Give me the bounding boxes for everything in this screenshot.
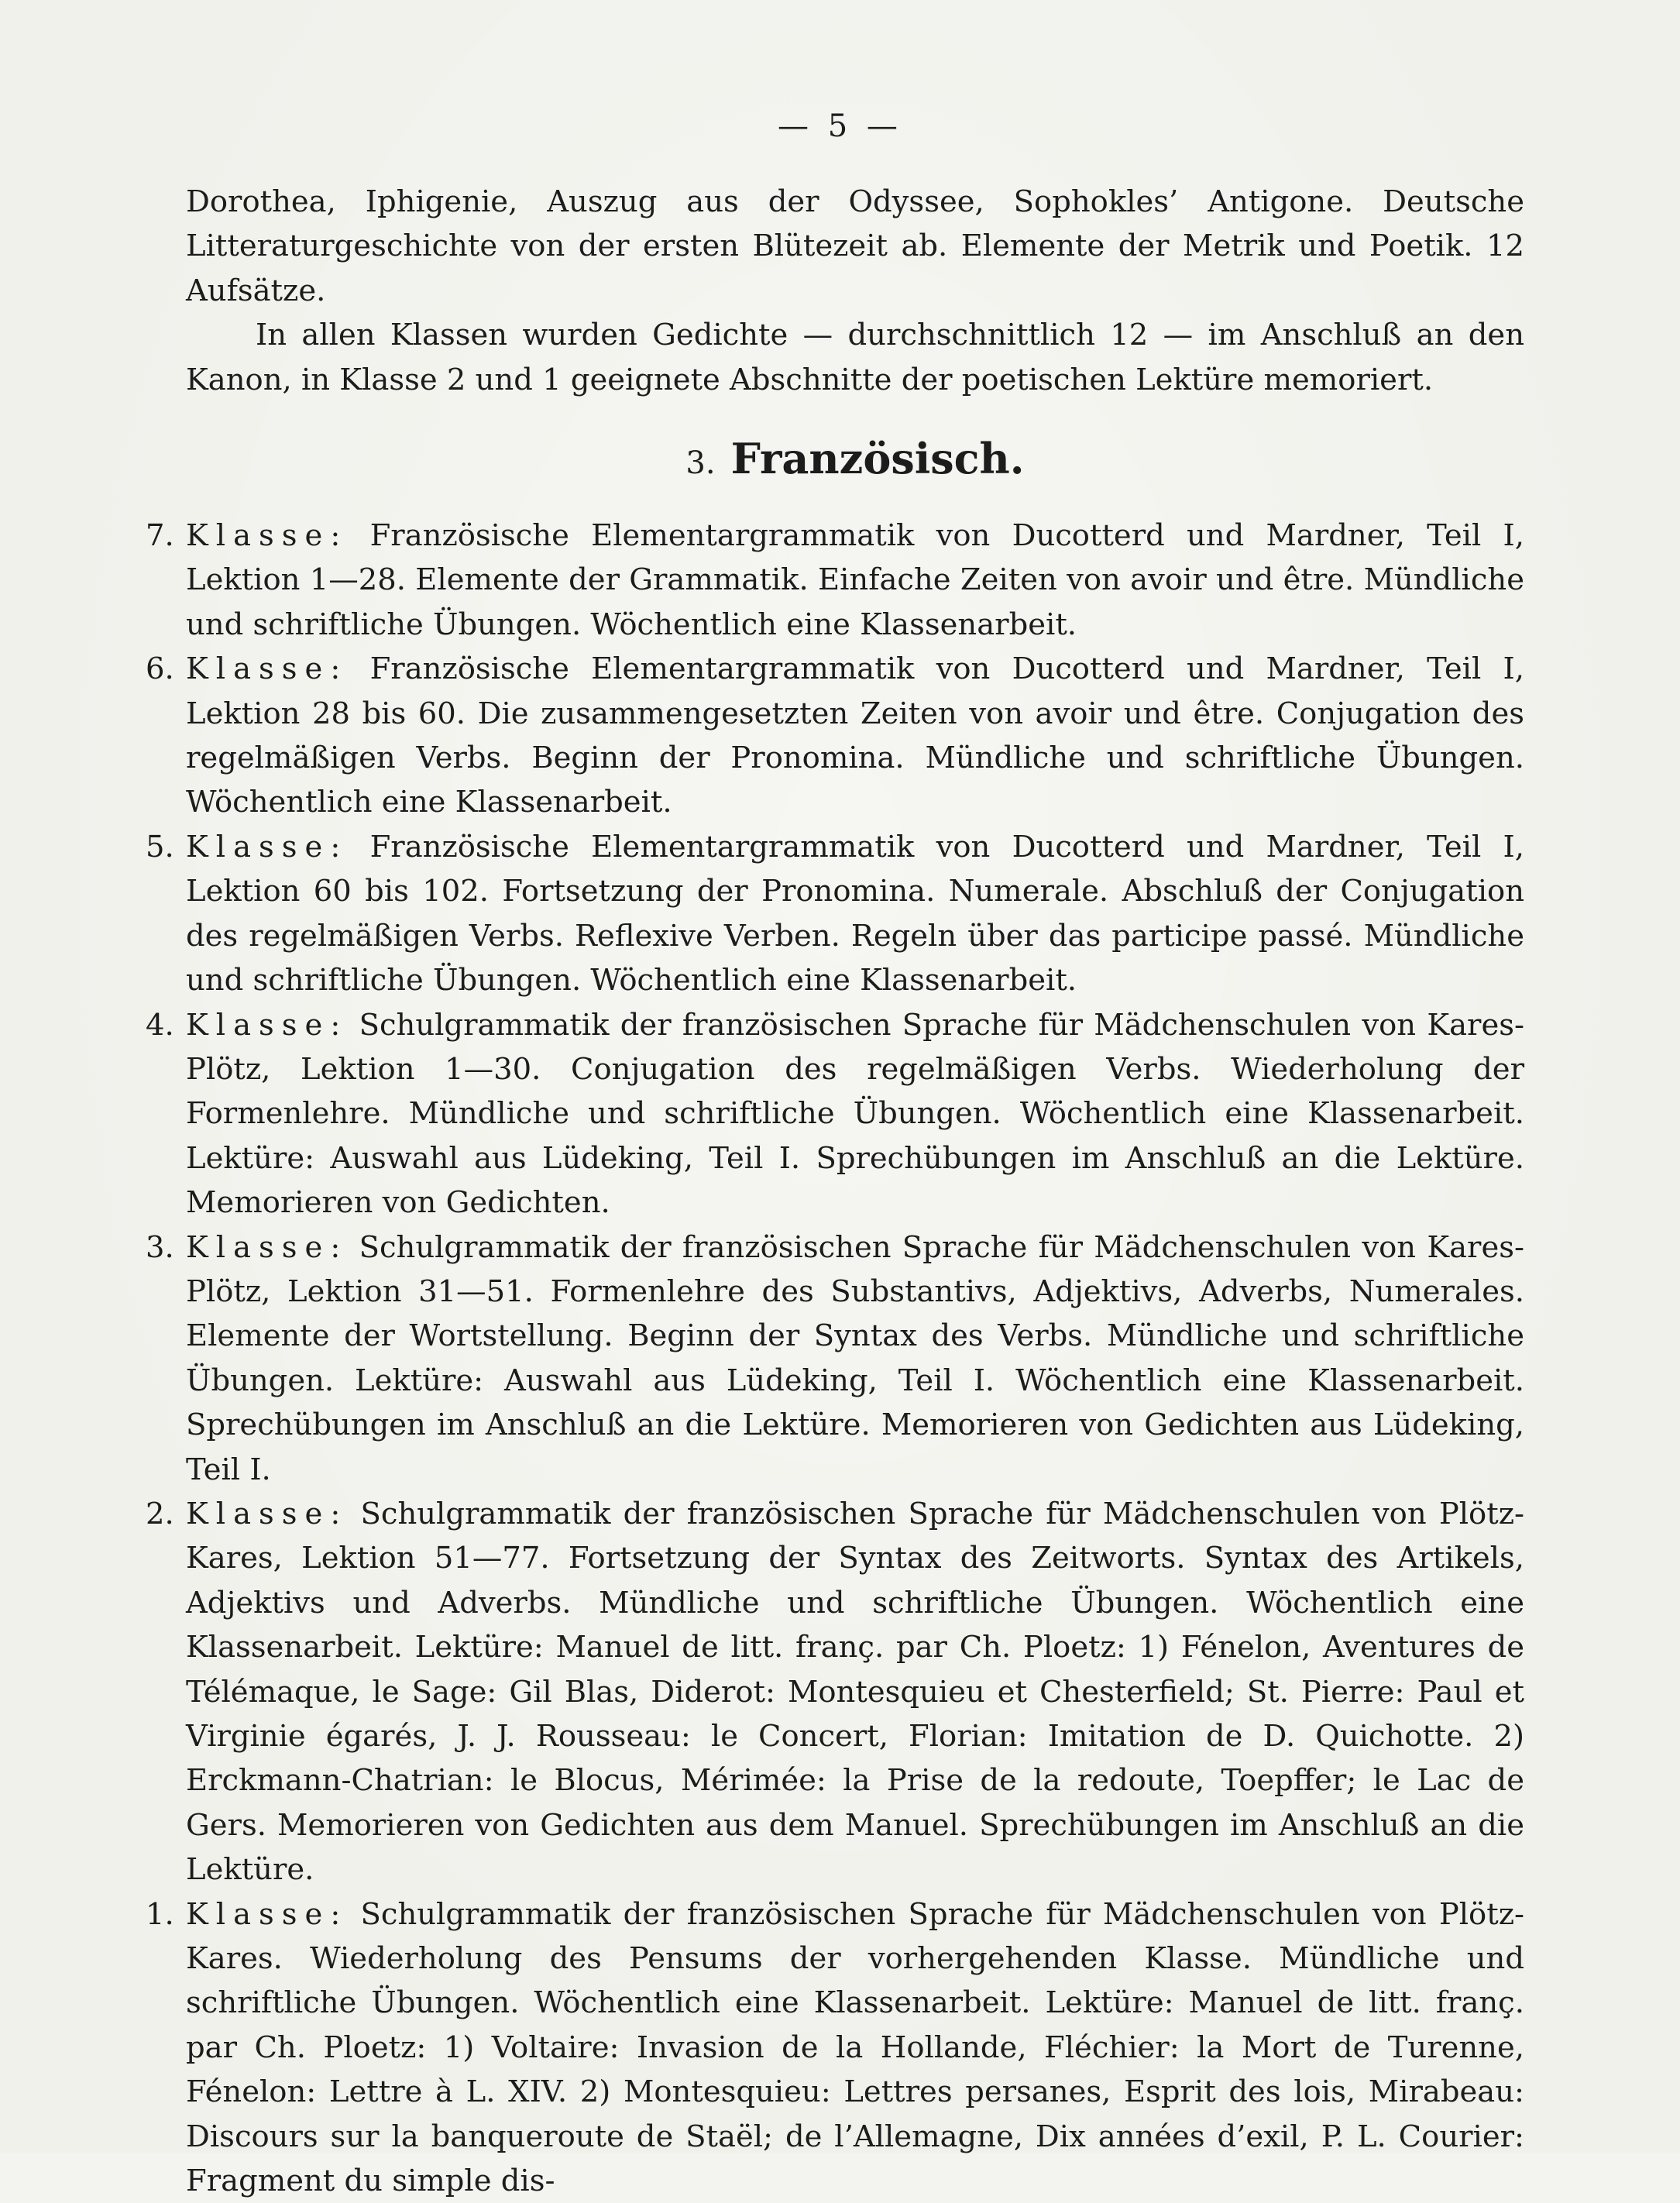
intro-paragraph-2: In allen Klassen wurden Gedichte — durchschnittlich 12 — im Anschluß an den Kanon, in Klasse 2 und 1 geeignete Abschnitte der poetischen Lektüre memoriert. [186, 318, 1524, 397]
entry-number: 3. [146, 1229, 174, 1265]
entry-number: 5. [146, 829, 174, 864]
klasse-entry-7 [146, 514, 1524, 647]
entry-number: 1. [146, 1896, 174, 1932]
klasse-label: Klasse: [186, 1007, 349, 1043]
klasse-entry-1 [146, 1892, 1524, 2203]
page-number: — 5 — [778, 108, 902, 144]
entry-number: 4. [146, 1007, 174, 1043]
section-number: 3. [685, 445, 716, 482]
entry-number: 6. [146, 651, 174, 687]
entry-text: Schulgrammatik der französischen Sprache für Mädchenschulen von Kares-Plötz, Lektion 1—30. Conjugation des regelmäßigen Verbs. Wiederholung der Formenlehre. Mündliche und schriftliche Übungen. Wöchentlich eine Klassenarbeit. Lektüre: Auswahl aus Lüdeking, Teil I. Sprechübungen im Anschluß an die Lektüre. Memorieren von Gedichten. [186, 1007, 1524, 1221]
klasse-entry-6 [146, 647, 1524, 825]
klasse-entry-5 [146, 825, 1524, 1003]
klasse-label: Klasse: [186, 829, 349, 864]
klasse-label: Klasse: [186, 1229, 349, 1265]
intro-paragraph-1: Dorothea, Iphigenie, Auszug aus der Odyssee, Sophokles’ Antigone. Deutsche Litteraturgeschichte von der ersten Blütezeit ab. Elemente der Metrik und Poetik. 12 Aufsätze. [186, 184, 1524, 308]
entry-number: 2. [146, 1496, 174, 1531]
klasse-entry-2 [146, 1492, 1524, 1892]
section-title: Französisch. [730, 434, 1025, 484]
entry-text: Schulgrammatik der französischen Sprache für Mädchenschulen von Plötz-Kares, Lektion 51—77. Fortsetzung der Syntax des Zeitworts. Syntax des Artikels, Adjektivs und Adverbs. Mündliche und schriftliche Übungen. Wöchentlich eine Klassenarbeit. Lektüre: Manuel de litt. franç. par Ch. Ploetz: 1) Fénelon, Aventures de Télémaque, le Sage: Gil Blas, Diderot: Montesquieu et Chesterfield; St. Pierre: Paul et Virginie égarés, J. J. Rousseau: le Concert, Florian: Imitation de D. Quichotte. 2) Erckmann-Chatrian: le Blocus, Mérimée: la Prise de la redoute, Toepffer; le Lac de Gers. Memorieren von Gedichten aus dem Manuel. Sprechübungen im Anschluß an die Lektüre. [186, 1496, 1524, 1888]
klasse-label: Klasse: [186, 651, 349, 687]
entry-text: Französische Elementargrammatik von Ducotterd und Mardner, Teil I, Lektion 1—28. Elemente der Grammatik. Einfache Zeiten von avoir und être. Mündliche und schriftliche Übungen. Wöchentlich eine Klassenarbeit. [186, 518, 1524, 642]
page-body [146, 180, 1524, 2203]
entry-text: Schulgrammatik der französischen Sprache für Mädchenschulen von Kares-Plötz, Lektion 31—51. Formenlehre des Substantivs, Adjektivs, Adverbs, Numerales. Elemente der Wortstellung. Beginn der Syntax des Verbs. Mündliche und schriftliche Übungen. Lektüre: Auswahl aus Lüdeking, Teil I. Wöchentlich eine Klassenarbeit. Sprechübungen im Anschluß an die Lektüre. Memorieren von Gedichten aus Lüdeking, Teil I. [186, 1229, 1524, 1487]
klasse-label: Klasse: [186, 1896, 349, 1932]
entry-text: Schulgrammatik der französischen Sprache für Mädchenschulen von Plötz-Kares. Wiederholung des Pensums der vorhergehenden Klasse. Mündliche und schriftliche Übungen. Wöchentlich eine Klassenarbeit. Lektüre: Manuel de litt. franç. par Ch. Ploetz: 1) Voltaire: Invasion de la Hollande, Fléchier: la Mort de Turenne, Fénelon: Lettre à L. XIV. 2) Montesquieu: Lettres persanes, Esprit des lois, Mirabeau: Discours sur la banqueroute de Staël; de l’Allemagne, Dix années d’exil, P. L. Courier: Fragment du simple dis- [186, 1896, 1524, 2199]
entry-text: Französische Elementargrammatik von Ducotterd und Mardner, Teil I, Lektion 28 bis 60. Die zusammengesetzten Zeiten von avoir und être. Conjugation des regelmäßigen Verbs. Beginn der Pronomina. Mündliche und schriftliche Übungen. Wöchentlich eine Klassenarbeit. [186, 651, 1524, 820]
entry-number: 7. [146, 518, 174, 554]
section-heading [186, 431, 1524, 490]
entry-text: Französische Elementargrammatik von Ducotterd und Mardner, Teil I, Lektion 60 bis 102. Fortsetzung der Pronomina. Numerale. Abschluß der Conjugation des regelmäßigen Verbs. Reflexive Verben. Regeln über das participe passé. Mündliche und schriftliche Übungen. Wöchentlich eine Klassenarbeit. [186, 829, 1524, 998]
klasse-label: Klasse: [186, 518, 349, 554]
klasse-label: Klasse: [186, 1496, 349, 1531]
klasse-entry-4 [146, 1003, 1524, 1225]
klasse-entry-3 [146, 1225, 1524, 1492]
